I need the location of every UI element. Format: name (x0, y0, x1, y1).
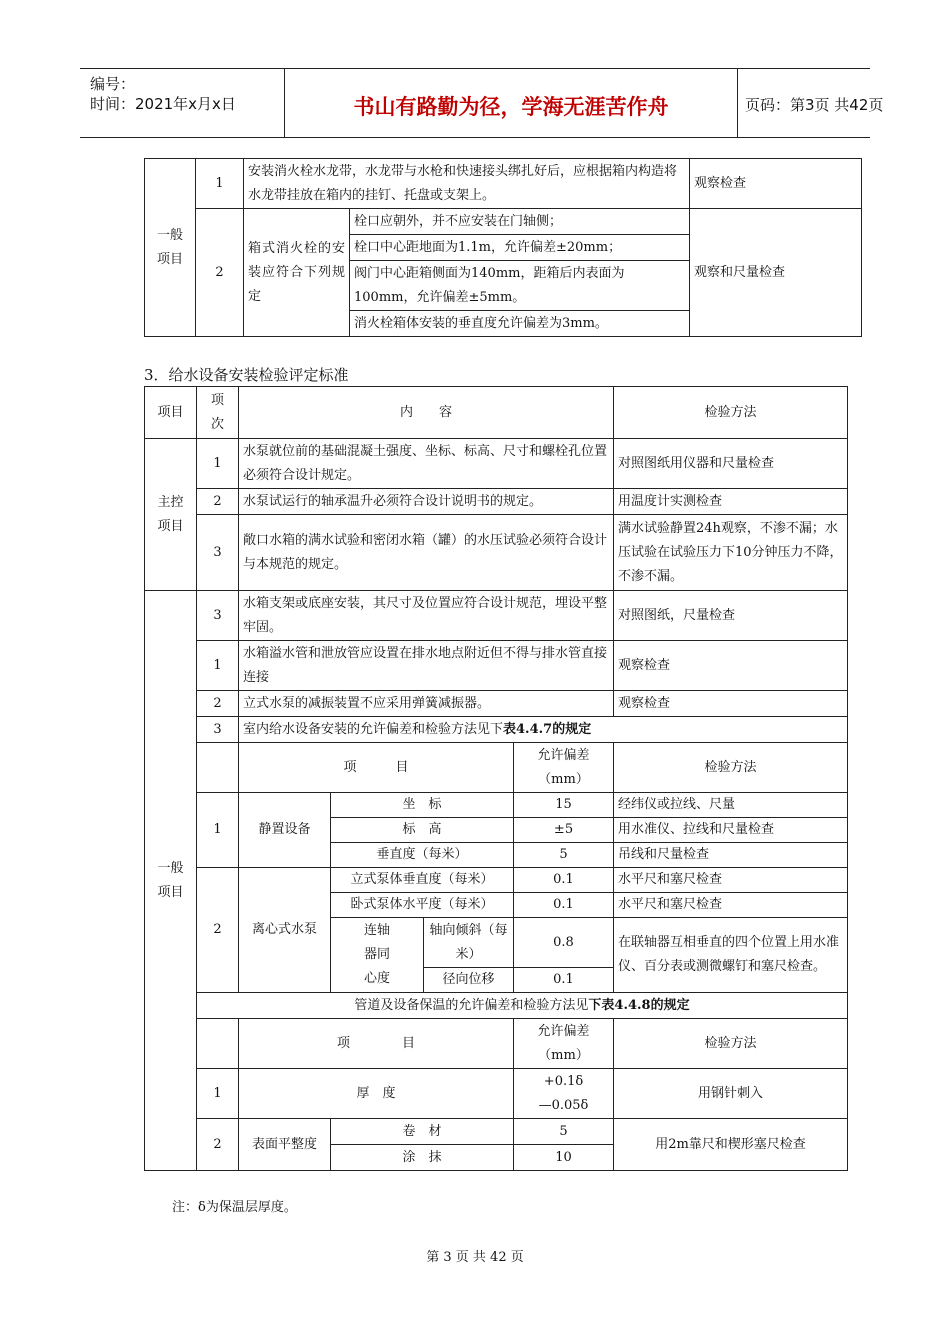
table-header (145, 387, 848, 439)
content-cell (239, 717, 848, 743)
header-method: 检验方法 (614, 387, 848, 439)
subtable-header (145, 743, 848, 793)
tol-cell: 5 (514, 843, 614, 868)
table-row (145, 717, 848, 743)
rule-item: 消火栓箱体安装的垂直度允许偏差为3mm。 (350, 311, 690, 337)
method-cell: 用钢针刺入 (614, 1069, 848, 1119)
row-no: 2 (196, 209, 244, 337)
rule-item: 栓口中心距地面为1.1m，允许偏差±20mm； (350, 235, 690, 261)
subtable-header (145, 1019, 848, 1069)
rule-item: 阀门中心距箱侧面为140mm，距箱后内表面为100mm，允许偏差±5mm。 (350, 261, 690, 311)
coupling-label (331, 918, 424, 993)
insulation-caption (197, 993, 848, 1019)
table-row (145, 439, 848, 489)
section-title: 3．给水设备安装检验评定标准 (144, 366, 349, 384)
method-cell: 在联轴器互相垂直的四个位置上用水准仪、百分表或测微螺钉和塞尺检查。 (614, 918, 848, 993)
item-cell: 轴向倾斜（每米） (424, 918, 514, 968)
row-no: 2 (197, 868, 239, 993)
tol-cell: 10 (514, 1145, 614, 1171)
tol-cell: ±5 (514, 818, 614, 843)
method-cell: 水平尺和塞尺检查 (614, 893, 848, 918)
page-footer: 第 3 页 共 42 页 (426, 1250, 524, 1265)
method-cell: 水平尺和塞尺检查 (614, 868, 848, 893)
header-page-cell (737, 69, 884, 137)
content-cell: 立式水泵的减振装置不应采用弹簧减振器。 (239, 691, 614, 717)
item-cell: 卷 材 (331, 1119, 514, 1145)
row-no: 1 (197, 439, 239, 489)
row-no: 2 (197, 489, 239, 515)
table-row (145, 515, 848, 591)
h-tol (514, 743, 614, 793)
method-cell: 用2m靠尺和楔形塞尺检查 (614, 1119, 848, 1171)
content-cell: 水箱溢水管和泄放管应设置在排水地点附近但不得与排水管直接连接 (239, 641, 614, 691)
general-category-text: 一般项目 (157, 860, 184, 900)
insul-ref: 下表4.4.8的规定 (588, 997, 690, 1013)
content-cell: 安装消火栓水龙带，水龙带与水枪和快速接头绑扎好后，应根据箱内构造将水龙带挂放在箱内的挂钉、托盘或支架上。 (244, 159, 690, 209)
tol-cell (514, 1069, 614, 1119)
method-cell: 经纬仪或拉线、尺量 (614, 793, 848, 818)
h-tol-text: 允许偏差（mm） (537, 1023, 590, 1063)
number-label: 编号： (90, 75, 136, 93)
table-row (145, 591, 848, 641)
group-name: 表面平整度 (239, 1119, 331, 1171)
group-name: 静置设备 (239, 793, 331, 868)
method-cell: 观察检查 (614, 691, 848, 717)
h-tol-text: 允许偏差（mm） (537, 747, 590, 787)
item-cell: 标 高 (331, 818, 514, 843)
page-label: 页码：第3页 共42页 (745, 96, 884, 114)
main-category-text: 主控项目 (157, 494, 184, 534)
method-cell: 对照图纸用仪器和尺量检查 (614, 439, 848, 489)
row3-text: 室内给水设备安装的允许偏差和检验方法见下 (243, 721, 504, 737)
blank-cell (197, 1019, 239, 1069)
table-row (145, 209, 862, 235)
tol-cell: 5 (514, 1119, 614, 1145)
item-cell: 垂直度（每米） (331, 843, 514, 868)
table-row (145, 641, 848, 691)
page-header (80, 68, 884, 138)
hydrant-table (144, 158, 862, 337)
blank-cell (197, 743, 239, 793)
table-row (145, 993, 848, 1019)
equipment-table (144, 386, 848, 1171)
row-no: 2 (197, 1119, 239, 1171)
tol-cell: 0.1 (514, 868, 614, 893)
h-item: 项 目 (239, 1019, 514, 1069)
table-row (145, 868, 848, 893)
insul-text: 管道及设备保温的允许偏差和检验方法见 (354, 997, 589, 1013)
header-content: 内 容 (239, 387, 614, 439)
tol-cell: 0.8 (514, 918, 614, 968)
method-cell: 用水准仪、拉线和尺量检查 (614, 818, 848, 843)
coupling-label-text: 连轴器同心度 (363, 923, 390, 986)
category-cell (145, 159, 196, 337)
h-method: 检验方法 (614, 743, 848, 793)
group-name: 离心式水泵 (239, 868, 331, 993)
tol-plus: +0.1δ (543, 1073, 584, 1089)
h-item: 项 目 (239, 743, 514, 793)
row-no: 1 (196, 159, 244, 209)
content-cell: 水箱支架或底座安装，其尺寸及位置应符合设计规范，埋设平整牢固。 (239, 591, 614, 641)
row-no: 3 (197, 717, 239, 743)
method-cell: 满水试验静置24h观察，不渗不漏；水压试验在试验压力下10分钟压力不降，不渗不漏。 (614, 515, 848, 591)
row-no: 2 (197, 691, 239, 717)
table-row (145, 691, 848, 717)
row3-ref: 表4.4.7的规定 (503, 721, 592, 737)
table-row (145, 793, 848, 818)
sub-title: 箱式消火栓的安装应符合下列规定 (248, 240, 345, 304)
method-cell: 用温度计实测检查 (614, 489, 848, 515)
row-no: 3 (197, 515, 239, 591)
item-cell: 立式泵体垂直度（每米） (331, 868, 514, 893)
header-meta (80, 69, 284, 137)
motto: 书山有路勤为径，学海无涯苦作舟 (353, 95, 669, 119)
sub-title-cell (244, 209, 350, 337)
header-no-text: 项次 (210, 392, 224, 432)
general-category (145, 591, 197, 1171)
main-category (145, 439, 197, 591)
method-cell: 观察和尺量检查 (690, 209, 862, 337)
category-text: 一般项目 (156, 227, 183, 267)
row-no: 1 (197, 793, 239, 868)
item-cell: 坐 标 (331, 793, 514, 818)
table-row (145, 1119, 848, 1145)
table-note: 注：δ为保温层厚度。 (172, 1200, 297, 1215)
header-item: 项目 (145, 387, 197, 439)
method-cell: 对照图纸，尺量检查 (614, 591, 848, 641)
method-cell: 吊线和尺量检查 (614, 843, 848, 868)
method-cell: 观察检查 (690, 159, 862, 209)
rule-item: 栓口应朝外，并不应安装在门轴侧； (350, 209, 690, 235)
row-no: 1 (197, 1069, 239, 1119)
h-tol (514, 1019, 614, 1069)
item-cell: 厚 度 (239, 1069, 514, 1119)
content-cell: 敞口水箱的满水试验和密闭水箱（罐）的水压试验必须符合设计与本规范的规定。 (239, 515, 614, 591)
table-row (145, 159, 862, 209)
method-cell: 观察检查 (614, 641, 848, 691)
header-no (197, 387, 239, 439)
table-row (145, 489, 848, 515)
tol-minus: —0.05δ (538, 1097, 589, 1113)
item-cell: 卧式泵体水平度（每米） (331, 893, 514, 918)
header-motto-cell (284, 69, 738, 137)
tol-cell: 0.1 (514, 893, 614, 918)
tol-cell: 15 (514, 793, 614, 818)
item-cell: 涂 抹 (331, 1145, 514, 1171)
content-cell: 水泵试运行的轴承温升必须符合设计说明书的规定。 (239, 489, 614, 515)
time-label: 时间：2021年x月x日 (90, 95, 236, 113)
content-cell: 水泵就位前的基础混凝土强度、坐标、标高、尺寸和螺栓孔位置必须符合设计规定。 (239, 439, 614, 489)
tol-cell: 0.1 (514, 968, 614, 993)
row-no: 3 (197, 591, 239, 641)
table-row (145, 1069, 848, 1119)
h-method: 检验方法 (614, 1019, 848, 1069)
item-cell: 径向位移 (424, 968, 514, 993)
row-no: 1 (197, 641, 239, 691)
